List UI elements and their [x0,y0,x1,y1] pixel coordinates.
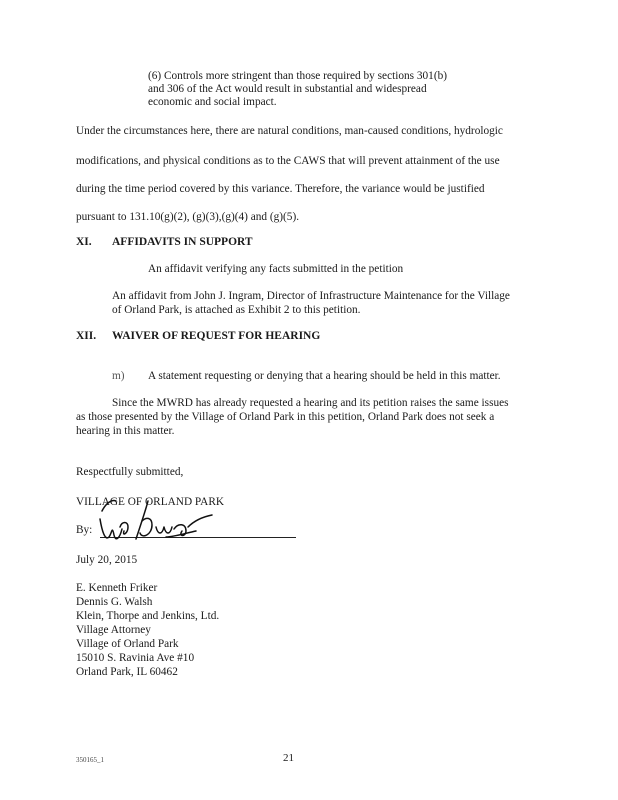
by-label: By: [76,524,93,536]
section-body-line: of Orland Park, is attached as Exhibit 2 to this petition. [112,304,361,316]
counsel-line: Village of Orland Park [76,638,179,650]
section-body-line: An affidavit from John J. Ingram, Director of Infrastructure Maintenance for the Village [112,290,510,302]
section-heading: AFFIDAVITS IN SUPPORT [112,236,253,248]
counsel-line: Orland Park, IL 60462 [76,666,178,678]
section-body-line: hearing in this matter. [76,425,175,437]
document-id: 350165_1 [76,756,104,764]
item-marker: m) [112,370,125,382]
counsel-line: E. Kenneth Friker [76,582,158,594]
circumstances-line: modifications, and physical conditions as to the CAWS that will prevent attainment of the use [76,155,500,167]
page-number: 21 [283,752,294,764]
counsel-line: 15010 S. Ravinia Ave #10 [76,652,195,664]
section-body-line: as those presented by the Village of Orland Park in this petition, Orland Park does not seek a [76,411,495,423]
counsel-line: Dennis G. Walsh [76,596,153,608]
quoted-clause [148,70,488,110]
section-number: XI. [76,236,92,248]
counsel-line: Village Attorney [76,624,151,636]
signature-date: July 20, 2015 [76,554,138,566]
counsel-line: Klein, Thorpe and Jenkins, Ltd. [76,610,220,622]
section-body-line: Since the MWRD has already requested a hearing and its petition raises the same issues [112,397,509,409]
quoted-clause-line: (6) Controls more stringent than those required by sections 301(b) [148,70,447,82]
quoted-clause-line: economic and social impact. [148,96,277,109]
circumstances-line: Under the circumstances here, there are natural conditions, man-caused conditions, hydrologic [76,125,503,137]
circumstances-line: during the time period covered by this variance. Therefore, the variance would be justified [76,183,485,195]
section-number: XII. [76,330,97,342]
quoted-clause-line: and 306 of the Act would result in substantial and widespread [148,83,427,96]
signatory-entity: VILLAGE OF ORLAND PARK [76,496,225,508]
handwritten-signature [96,497,216,545]
circumstances-line: pursuant to 131.10(g)(2), (g)(3),(g)(4) and (g)(5). [76,211,300,223]
closing-text: Respectfully submitted, [76,466,184,478]
section-requirement: An affidavit verifying any facts submitted in the petition [148,263,404,275]
section-heading: WAIVER OF REQUEST FOR HEARING [112,330,321,342]
section-requirement: A statement requesting or denying that a hearing should be held in this matter. [148,370,501,382]
